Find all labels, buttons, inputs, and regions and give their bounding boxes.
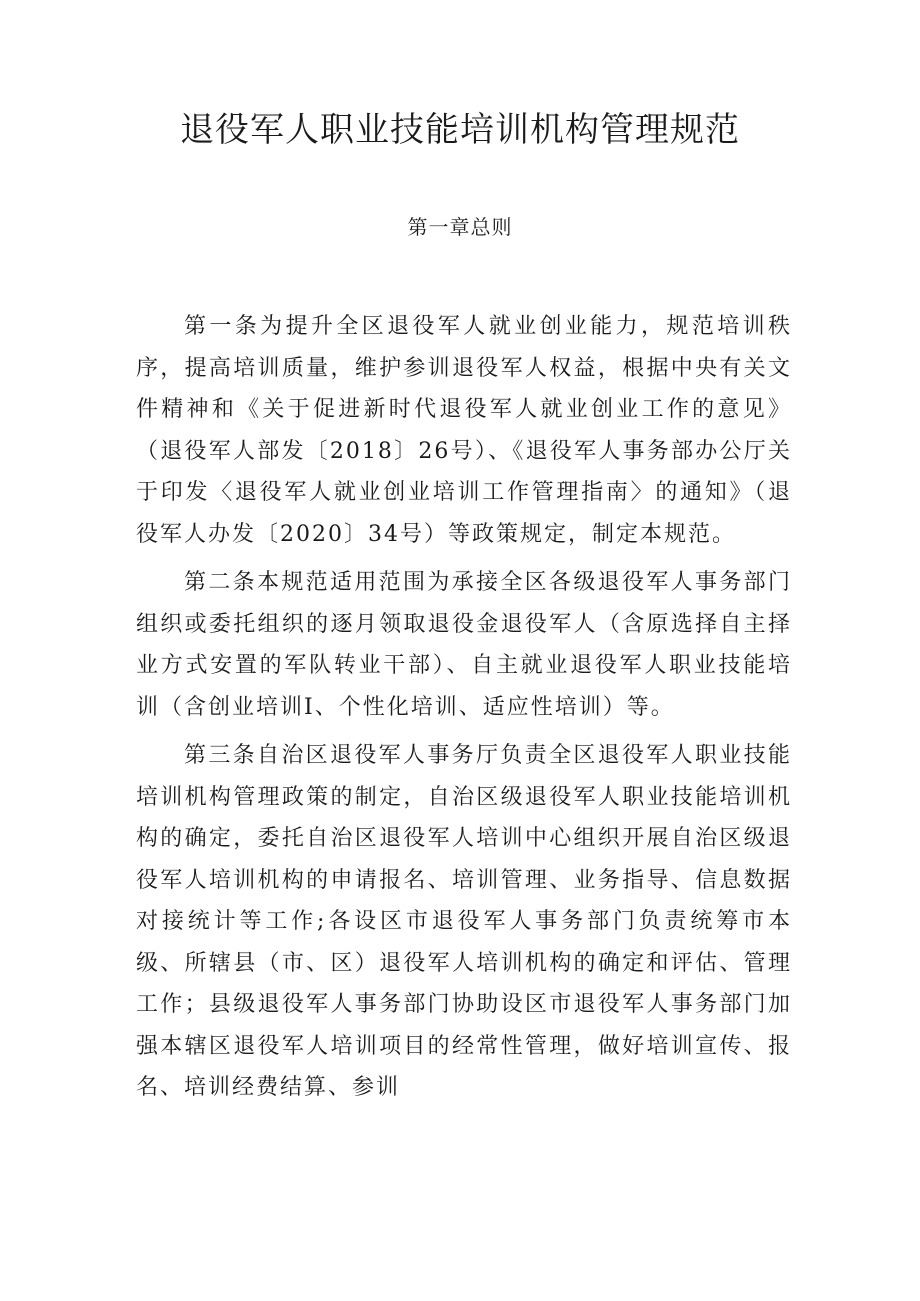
article-2-paragraph: 第二条本规范适用范围为承接全区各级退役军人事务部门组织或委托组织的逐月领取退役金退役军人（含原选择自主择业方式安置的军队转业干部）、自主就业退役军人职业技能培训（含创业培训I、个性化培训、适应性培训）等。 [136, 570, 792, 720]
article-1-paragraph: 第一条为提升全区退役军人就业创业能力，规范培训秩序，提高培训质量，维护参训退役军人权益，根据中央有关文件精神和《关于促进新时代退役军人就业创业工作的意见》（退役军人部发〔2018〕26号）、《退役军人事务部办公厅关于印发〈退役军人就业创业培训工作管理指南〉的通知》（退役军人办发〔2020〕34号）等政策规定，制定本规范。 [136, 314, 792, 547]
document-title: 退役军人职业技能培训机构管理规范 [180, 110, 740, 150]
document-body [136, 306, 792, 1116]
article-3-paragraph: 第三条自治区退役军人事务厅负责全区退役军人职业技能培训机构管理政策的制定，自治区级退役军人职业技能培训机构的确定，委托自治区退役军人培训中心组织开展自治区级退役军人培训机构的申请报名、培训管理、业务指导、信息数据对接统计等工作;各设区市退役军人事务部门负责统筹市本级、所辖县（市、区）退役军人培训机构的确定和评估、管理工作；县级退役军人事务部门协助设区市退役军人事务部门加强本辖区退役军人培训项目的经常性管理，做好培训宣传、报名、培训经费结算、参训 [136, 743, 792, 1100]
chapter-heading: 第一章总则 [407, 215, 513, 239]
